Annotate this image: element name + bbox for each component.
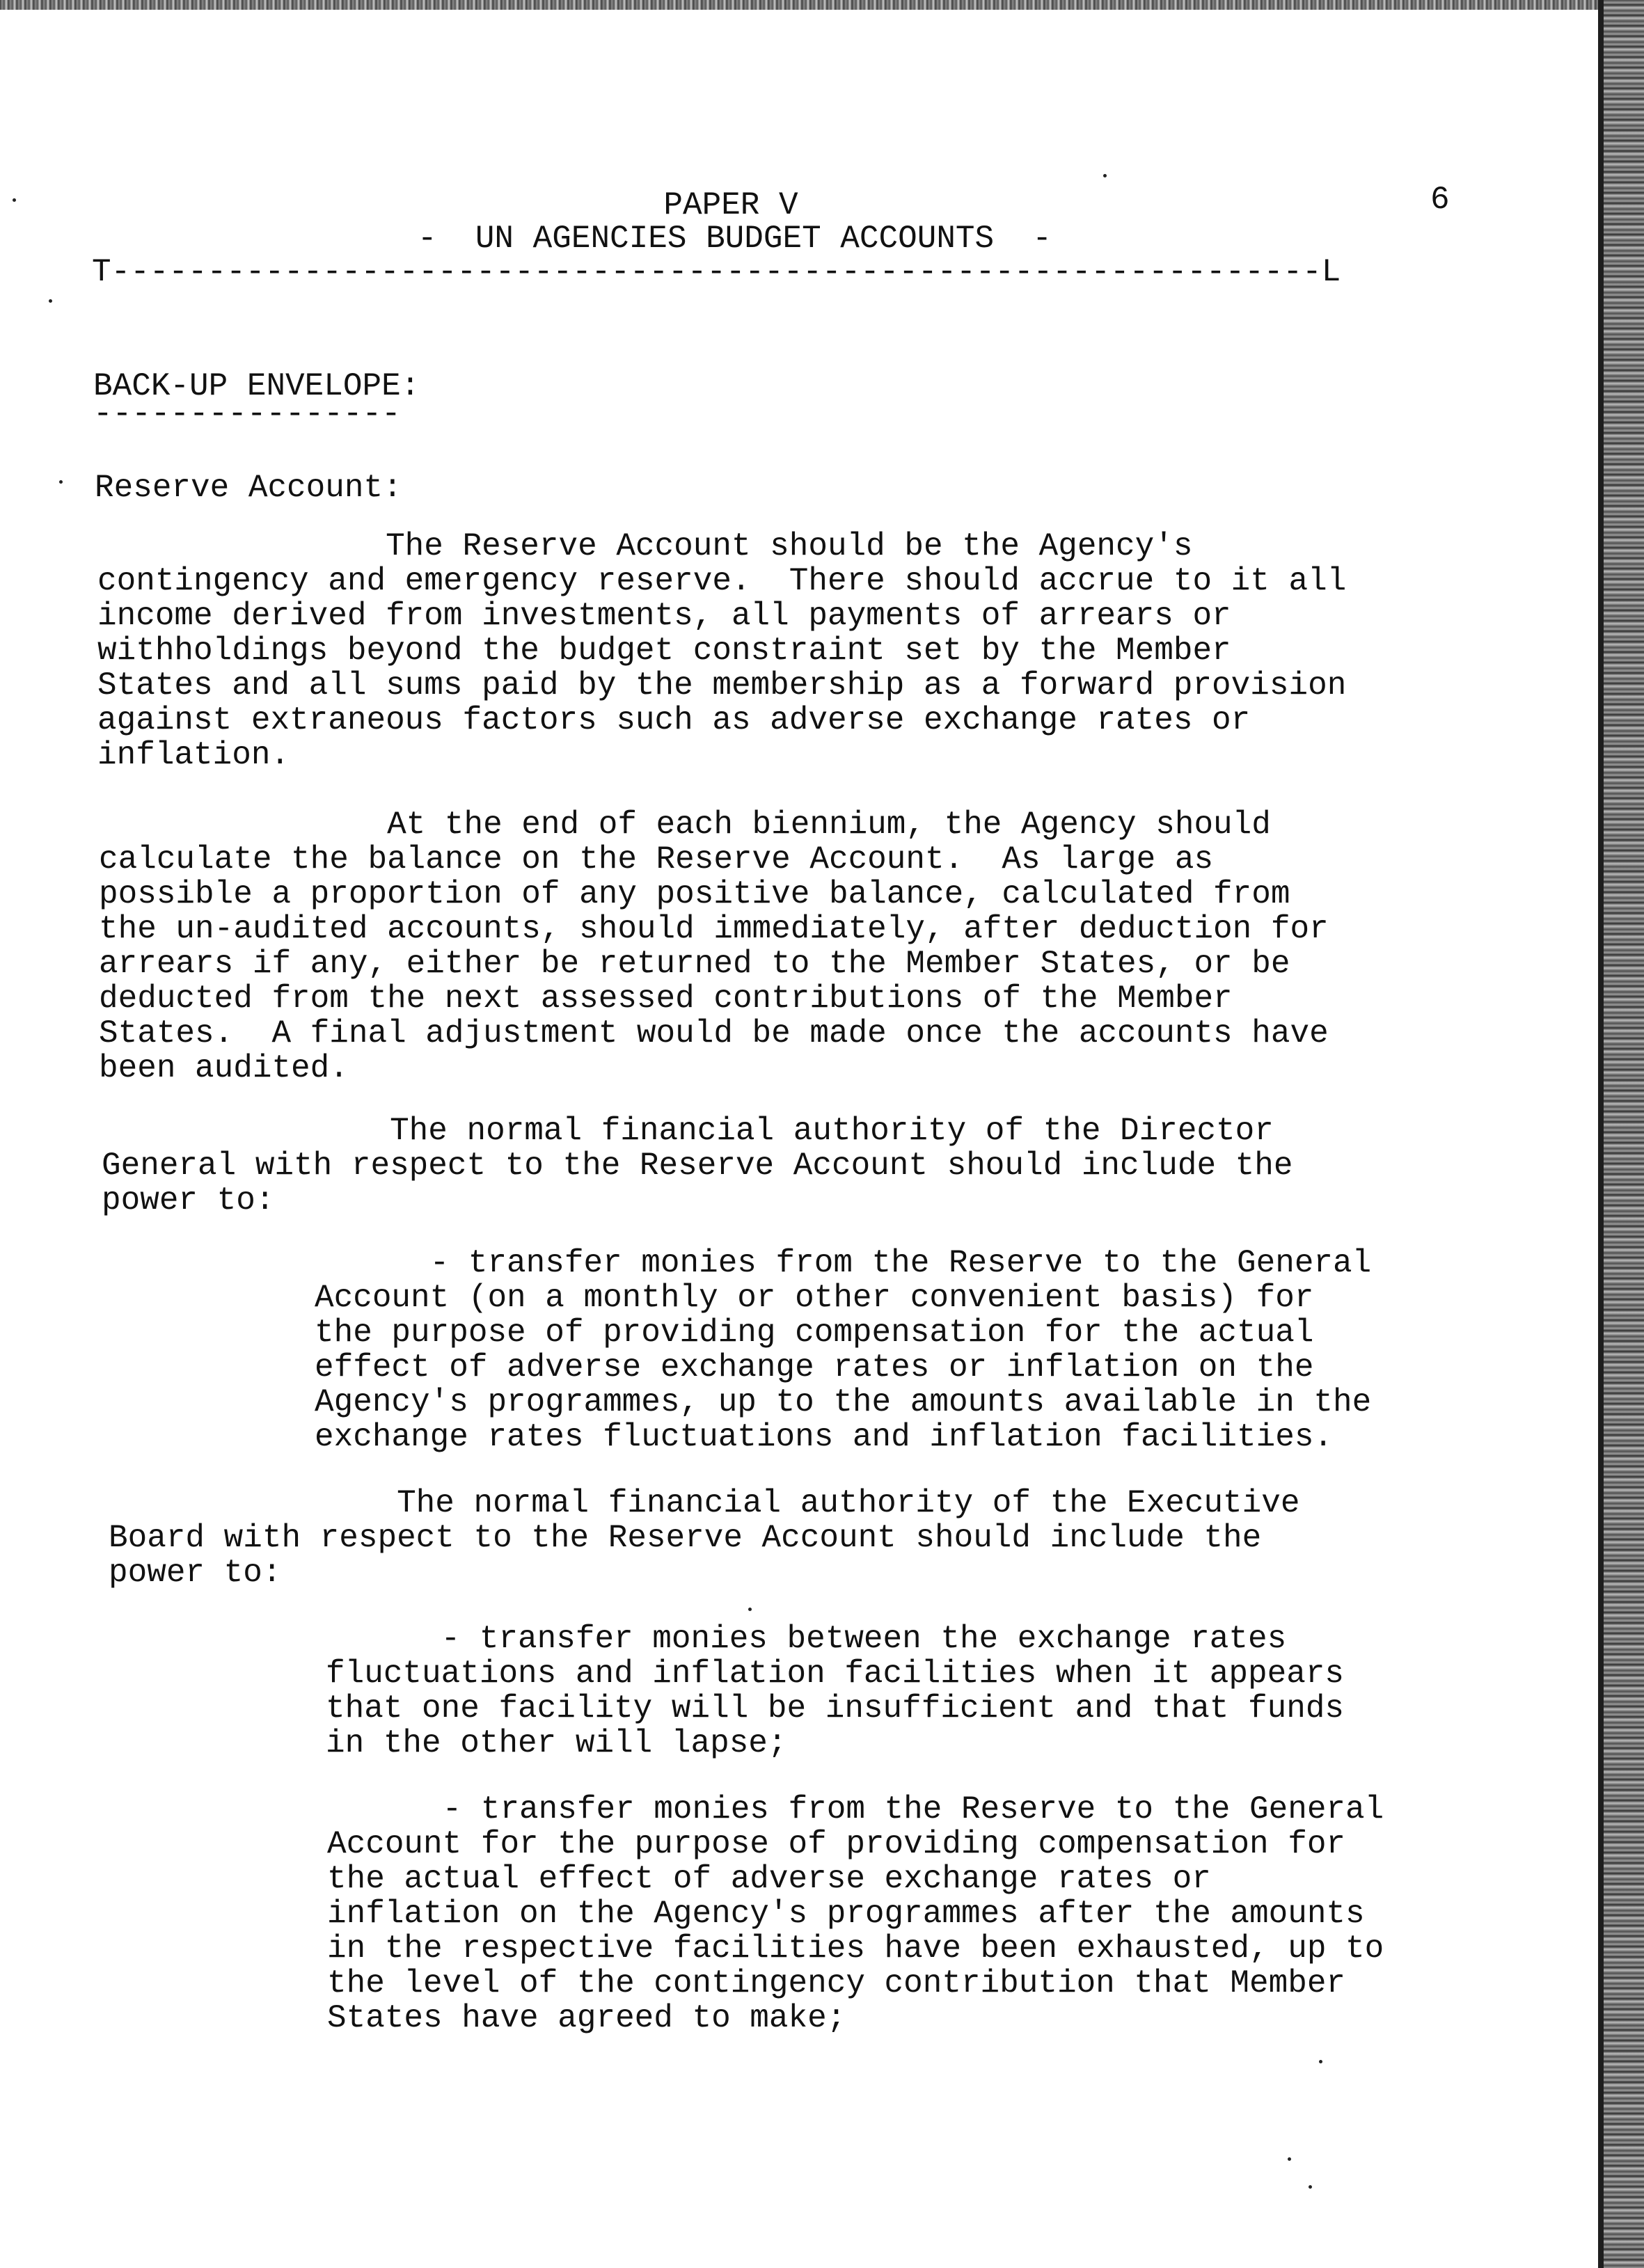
scan-speck (49, 299, 52, 303)
list-item-line: the purpose of providing compensation for the actual (315, 1315, 1314, 1351)
paragraph-line: deducted from the next assessed contributions of the Member (99, 981, 1233, 1017)
page-number: 6 (1430, 182, 1450, 218)
list-item-line: - transfer monies between the exchange rates (326, 1621, 1287, 1657)
scan-speck (13, 198, 16, 202)
paragraph-line: inflation. (97, 737, 290, 773)
paper-title: PAPER V (663, 187, 798, 223)
list-item-line: effect of adverse exchange rates or inflation on the (315, 1349, 1314, 1386)
paragraph-line: the un-audited accounts, should immediately, after deduction for (99, 911, 1329, 947)
list-item-line: the actual effect of adverse exchange rates or (327, 1861, 1211, 1897)
list-item-line: inflation on the Agency's programmes after the amounts (327, 1896, 1365, 1932)
scan-speck (1288, 2157, 1291, 2161)
paragraph-line: contingency and emergency reserve. There should accrue to it all (97, 563, 1347, 599)
list-item-line: that one facility will be insufficient and that funds (326, 1690, 1345, 1727)
scan-speck (1319, 2060, 1322, 2063)
list-item-line: in the respective facilities have been exhausted, up to (327, 1930, 1384, 1967)
paragraph-line: States. A final adjustment would be made once the accounts have (99, 1015, 1329, 1052)
list-item-line: States have agreed to make; (327, 2000, 846, 2036)
paragraph-line: General with respect to the Reserve Account should include the (102, 1148, 1293, 1184)
scan-edge-right (1604, 0, 1644, 2268)
paragraph-line: The normal financial authority of the Director (102, 1113, 1274, 1149)
scan-edge-shadow (1598, 0, 1604, 2268)
paragraph-line: calculate the balance on the Reserve Account. As large as (99, 841, 1214, 878)
subheading: Reserve Account: (95, 470, 402, 506)
scan-speck (1309, 2185, 1312, 2189)
paragraph-line: Board with respect to the Reserve Account should include the (109, 1520, 1262, 1556)
scan-speck (59, 480, 63, 484)
paragraph-line: States and all sums paid by the membership as a forward provision (97, 667, 1347, 704)
paragraph-line: against extraneous factors such as adverse exchange rates or (97, 702, 1251, 738)
paragraph-line: income derived from investments, all payments of arrears or (97, 598, 1231, 634)
paragraph-line: possible a proportion of any positive balance, calculated from (99, 876, 1290, 912)
list-item-line: Account (on a monthly or other convenient basis) for (315, 1280, 1314, 1316)
paragraph-line: The normal financial authority of the Executive (109, 1485, 1300, 1521)
paragraph-line: power to: (109, 1555, 282, 1591)
paragraph-line: At the end of each biennium, the Agency should (99, 807, 1271, 843)
paragraph-line: The Reserve Account should be the Agency's (97, 528, 1193, 564)
header-rule: T---------------------------------------------------------------L (92, 255, 1341, 290)
list-item-line: - transfer monies from the Reserve to the General (327, 1791, 1384, 1827)
section-heading-underline: ---------------- (93, 396, 401, 432)
paragraph-line: been audited. (99, 1050, 349, 1086)
list-item-line: exchange rates fluctuations and inflation facilities. (315, 1419, 1334, 1455)
scan-speck (748, 1608, 752, 1611)
scan-speck (1103, 174, 1107, 177)
list-item-line: Account for the purpose of providing compensation for (327, 1826, 1346, 1862)
paragraph-line: power to: (102, 1182, 275, 1219)
paragraph-line: withholdings beyond the budget constraint set by the Member (97, 633, 1231, 669)
list-item-line: fluctuations and inflation facilities when it appears (326, 1656, 1345, 1692)
list-item-line: in the other will lapse; (326, 1725, 787, 1761)
list-item-line: the level of the contingency contribution that Member (327, 1965, 1346, 2001)
paper-subtitle: - UN AGENCIES BUDGET ACCOUNTS - (418, 221, 1052, 257)
list-item-line: - transfer monies from the Reserve to the General (315, 1245, 1372, 1281)
section-heading: BACK-UP ENVELOPE: (93, 368, 420, 404)
paragraph-line: arrears if any, either be returned to the Member States, or be (99, 946, 1290, 982)
list-item-line: Agency's programmes, up to the amounts available in the (315, 1384, 1372, 1420)
